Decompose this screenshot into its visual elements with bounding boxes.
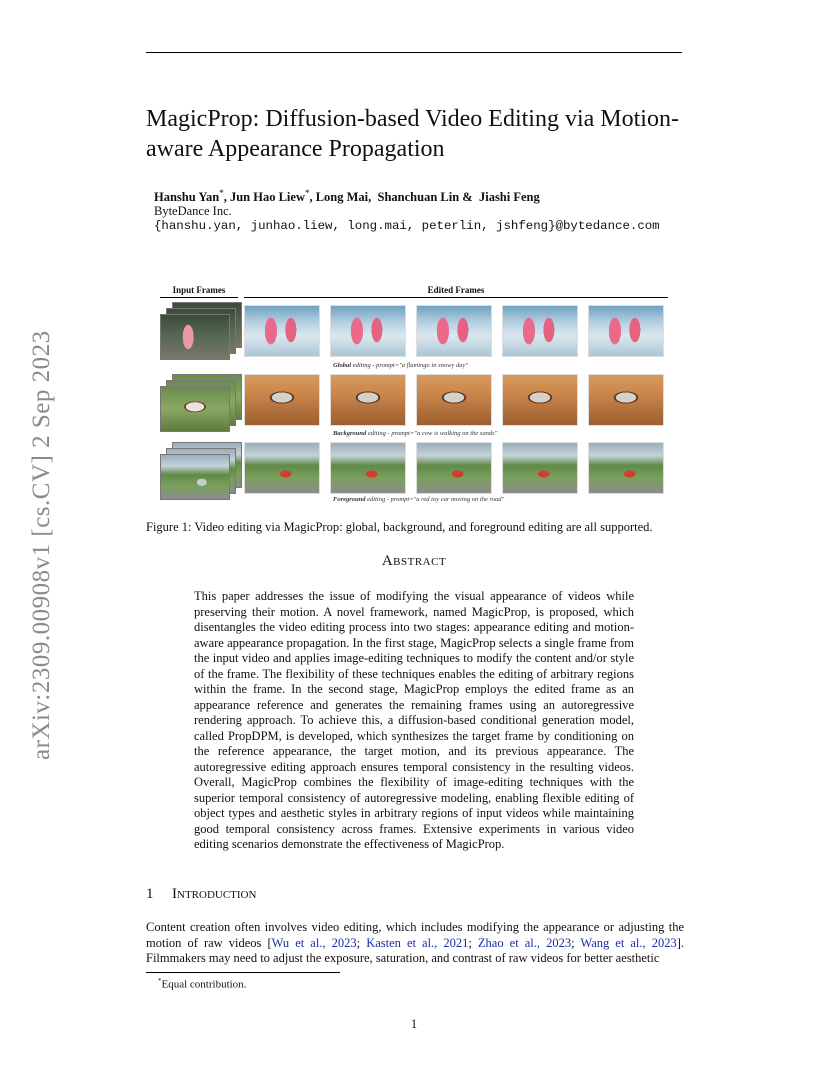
row-caption [333, 362, 468, 369]
paper-title: MagicProp: Diffusion-based Video Editing via Motion-aware Appearance Propagation [146, 106, 679, 162]
input-frame [160, 314, 230, 360]
abstract-text: This paper addresses the issue of modifying the visual appearance of videos while preserving their motion. A novel framework, named MagicProp, is proposed, which disentangles the video editing process into two stages: appearance editing and motion-aware appearance propagation. In the first stage, MagicProp selects a single frame from the input video and applies image-editing techniques to modify the content and/or style of the frame. The flexibility of these techniques enables the editing of arbitrary regions within the frame. In the second stage, MagicProp employs the edited frame as an appearance reference and generates the remaining frames using an autoregressive rendering approach. To achieve this, a diffusion-based conditional generation model, called PropDPM, is developed, which synthesizes the target frame by conditioning on the reference appearance, the target motion, and its previous appearance. The autoregressive editing approach ensures temporal consistency in the resulting videos. Overall, MagicProp combines the flexibility of image-editing techniques with the superior temporal consistency of autoregressive modeling, enabling flexible editing of object types and aesthetic styles in arbitrary regions of input videos while maintaining good temporal consistency across frames. Extensive experiments in various video editing scenarios demonstrate the effectiveness of MagicProp. [194, 589, 634, 851]
prompt-text: editing - prompt="a cow is walking on the sands" [366, 430, 498, 437]
edited-frame [588, 374, 664, 426]
author-name: Long Mai [315, 190, 369, 205]
edited-frame [416, 305, 492, 357]
input-frames-header: Input Frames [172, 285, 226, 295]
row-caption [333, 430, 497, 437]
footnote-mark: * [158, 977, 162, 985]
prompt-text: editing - prompt="a flamingo in snowy day" [351, 362, 469, 369]
edit-type-label: Global [333, 362, 352, 369]
equal-contribution-mark: * [219, 188, 224, 198]
row-caption [333, 496, 504, 503]
edited-frames-header: Edited Frames [427, 285, 485, 295]
section-number: 1 [146, 886, 154, 902]
section-heading-introduction [146, 886, 256, 903]
edited-frame [244, 442, 320, 494]
affiliation: ByteDance Inc. [154, 204, 232, 218]
citation-link[interactable]: Wu et al., 2023 [271, 935, 357, 950]
author-name: Jiashi Feng [478, 190, 540, 205]
edited-frame [588, 442, 664, 494]
page-number: 1 [410, 1017, 418, 1031]
footnote [158, 977, 246, 991]
section-title: Introduction [172, 886, 257, 902]
edited-frame [502, 374, 578, 426]
input-header-rule [160, 297, 238, 298]
edited-frame [502, 305, 578, 357]
intro-text: ]. Filmmakers may need to adjust the exposure, saturation, and contrast of raw videos for better aesthetic [146, 935, 685, 965]
equal-contribution-mark: * [304, 188, 310, 198]
edited-frame [502, 442, 578, 494]
edited-frame [416, 374, 492, 426]
abstract-heading [0, 553, 828, 570]
intro-text: Content creation often involves video editing, which includes modifying the appearance or adjusting the motion of raw videos [ [146, 920, 684, 950]
edited-frame [330, 374, 406, 426]
edit-type-label: Background [333, 430, 367, 437]
footnote-rule [146, 972, 340, 973]
input-frame [160, 386, 230, 432]
citation-link[interactable]: Kasten et al., 2021 [366, 935, 469, 950]
header-rule [146, 52, 682, 53]
edited-header-rule [244, 297, 668, 298]
citation-link[interactable]: Wang et al., 2023 [580, 935, 677, 950]
author-name: Shanchuan Lin & [377, 190, 473, 205]
edited-frame [244, 374, 320, 426]
author-list: Hanshu Yan*, Jun Hao Liew*, Long Mai, Shanchuan Lin & Jiashi Feng [154, 188, 540, 205]
author-name: Hanshu Yan [154, 190, 220, 205]
edited-frame [330, 305, 406, 357]
abstract-heading-text: Abstract [381, 553, 447, 569]
edit-type-label: Foreground [333, 496, 366, 503]
edited-frame [588, 305, 664, 357]
prompt-text: editing - prompt="a red toy car moving on the road" [365, 496, 505, 503]
author-emails: {hanshu.yan, junhao.liew, long.mai, peterlin, jshfeng}@bytedance.com [154, 219, 660, 233]
edited-frame [330, 442, 406, 494]
introduction-paragraph: Content creation often involves video editing, which includes modifying the appearance or adjusting the motion of raw videos [Wu et al., 2023; Kasten et al., 2021; Zhao et al., 2023; Wang et al., 2023]. Filmmakers may need to adjust the exposure, saturation, and contrast of raw videos for better aesthetic [146, 920, 685, 965]
author-name: Jun Hao Liew [229, 190, 305, 205]
footnote-text: Equal contribution. [161, 978, 247, 991]
arxiv-identifier-stamp: arXiv:2309.00908v1 [cs.CV] 2 Sep 2023 [28, 330, 55, 760]
edited-frame [416, 442, 492, 494]
figure-caption: Figure 1: Video editing via MagicProp: global, background, and foreground editing are all supported. [146, 520, 653, 534]
citation-link[interactable]: Zhao et al., 2023 [477, 935, 572, 950]
edited-frame [244, 305, 320, 357]
input-frame [160, 454, 230, 500]
